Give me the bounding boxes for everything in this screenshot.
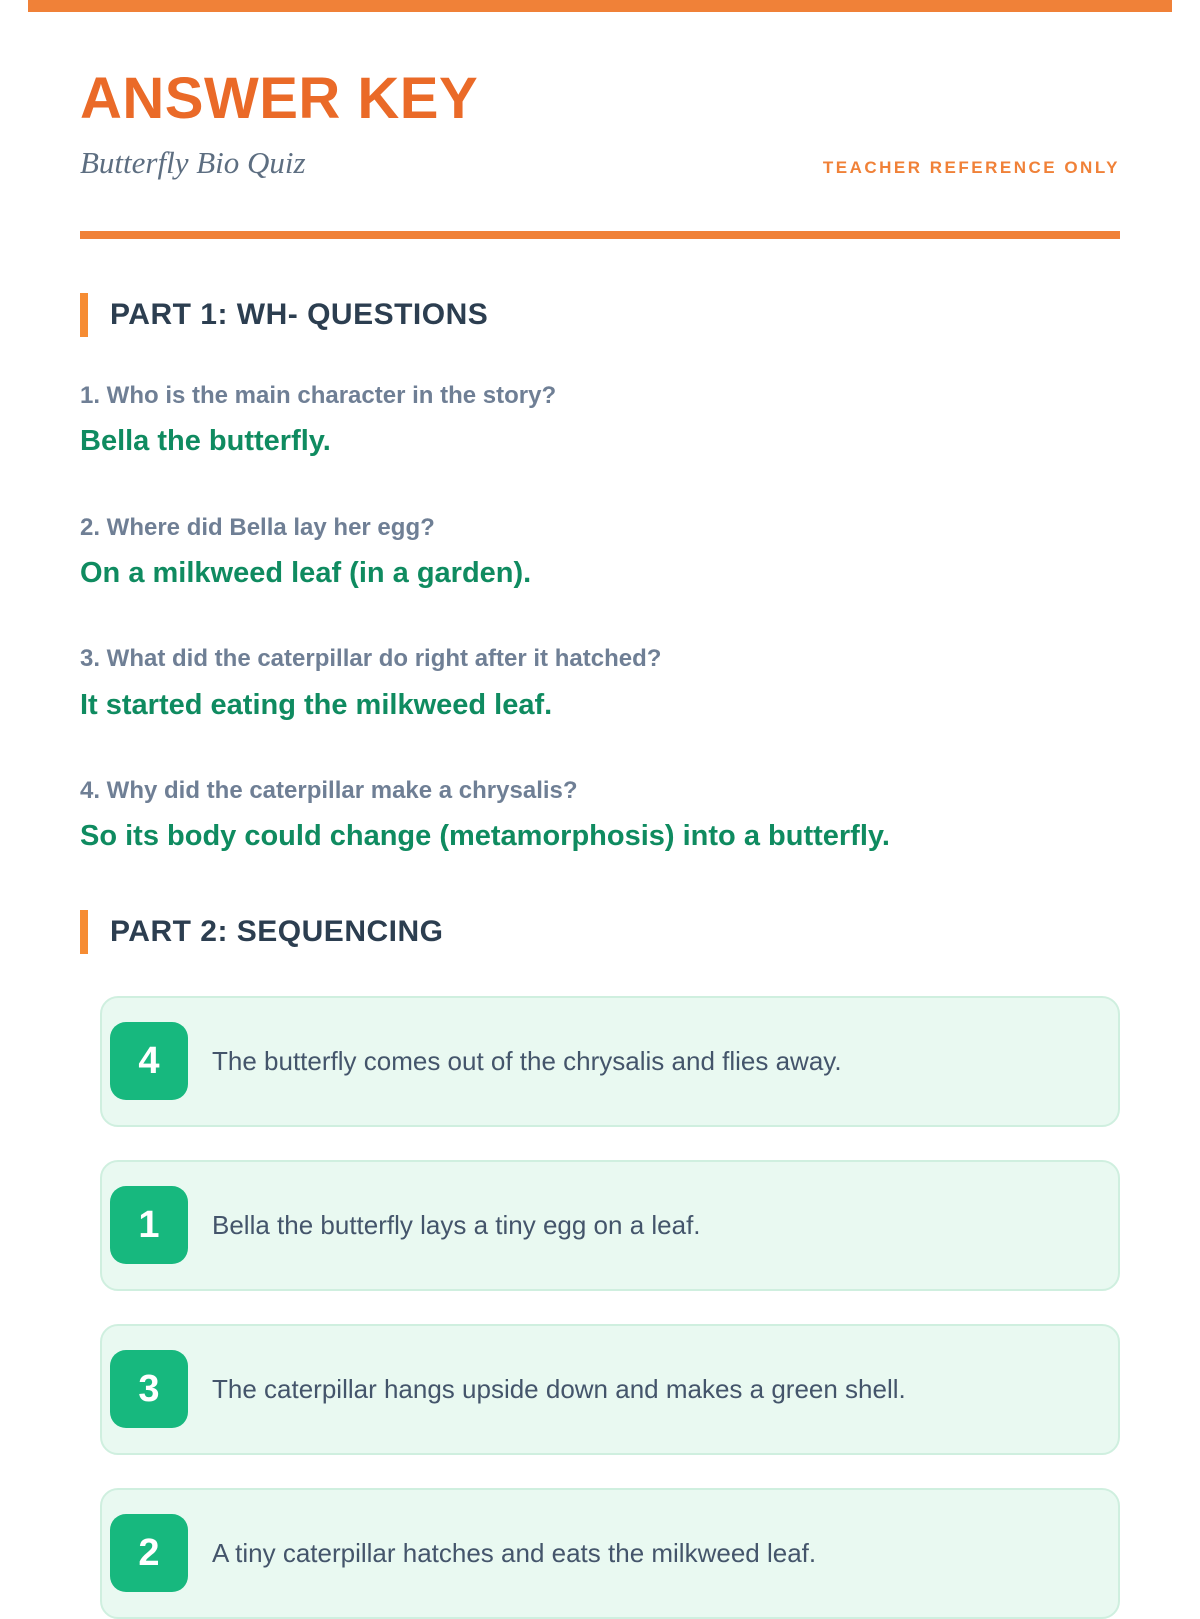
sequence-card <box>100 1324 1120 1455</box>
question-text: 4. Why did the caterpillar make a chrysalis? <box>80 777 578 805</box>
top-accent-bar <box>28 0 1172 12</box>
answer-text: On a milkweed leaf (in a garden). <box>80 557 532 589</box>
answer-text: It started eating the milkweed leaf. <box>80 688 553 721</box>
sequence-card <box>100 1160 1120 1291</box>
qa-item <box>80 383 1120 457</box>
sequence-card <box>100 1488 1120 1619</box>
answer-text: So its body could change (metamorphosis) into a butterfly. <box>80 820 890 853</box>
sequence-card-text: A tiny caterpillar hatches and eats the milkweed leaf. <box>212 1537 817 1568</box>
sequence-card <box>100 996 1120 1127</box>
sequence-number-badge: 2 <box>110 1514 188 1592</box>
answer-text: Bella the butterfly. <box>80 425 331 458</box>
question-text: 1. Who is the main character in the story? <box>80 382 557 410</box>
part2-accent-bar <box>80 910 88 954</box>
part1-question-list <box>80 383 1120 852</box>
page-title: ANSWER KEY <box>80 66 479 131</box>
header-divider <box>80 231 1120 239</box>
sequence-card-text: The butterfly comes out of the chrysalis and flies away. <box>212 1045 842 1076</box>
part2-heading-text: PART 2: SEQUENCING <box>110 914 444 948</box>
qa-item <box>80 646 1120 720</box>
sequence-card-text: The caterpillar hangs upside down and makes a green shell. <box>212 1373 906 1404</box>
sequence-card-text: Bella the butterfly lays a tiny egg on a leaf. <box>212 1209 701 1240</box>
quiz-subtitle: Butterfly Bio Quiz <box>80 145 306 180</box>
part1-accent-bar <box>80 293 88 337</box>
part1-heading <box>80 293 1120 337</box>
qa-item <box>80 778 1120 852</box>
part2-heading <box>80 910 1120 954</box>
question-text: 2. Where did Bella lay her egg? <box>80 513 435 541</box>
part1-heading-text: PART 1: WH- QUESTIONS <box>110 298 489 332</box>
teacher-reference-badge: TEACHER REFERENCE ONLY <box>822 158 1120 177</box>
question-text: 3. What did the caterpillar do right after it hatched? <box>80 645 662 673</box>
header-sub-row <box>80 144 1120 181</box>
sequence-number-badge: 3 <box>110 1350 188 1428</box>
sequence-number-badge: 4 <box>110 1022 188 1100</box>
qa-item <box>80 515 1120 589</box>
sequence-number-badge: 1 <box>110 1186 188 1264</box>
sequencing-card-list <box>80 996 1120 1619</box>
page <box>0 66 1200 1619</box>
